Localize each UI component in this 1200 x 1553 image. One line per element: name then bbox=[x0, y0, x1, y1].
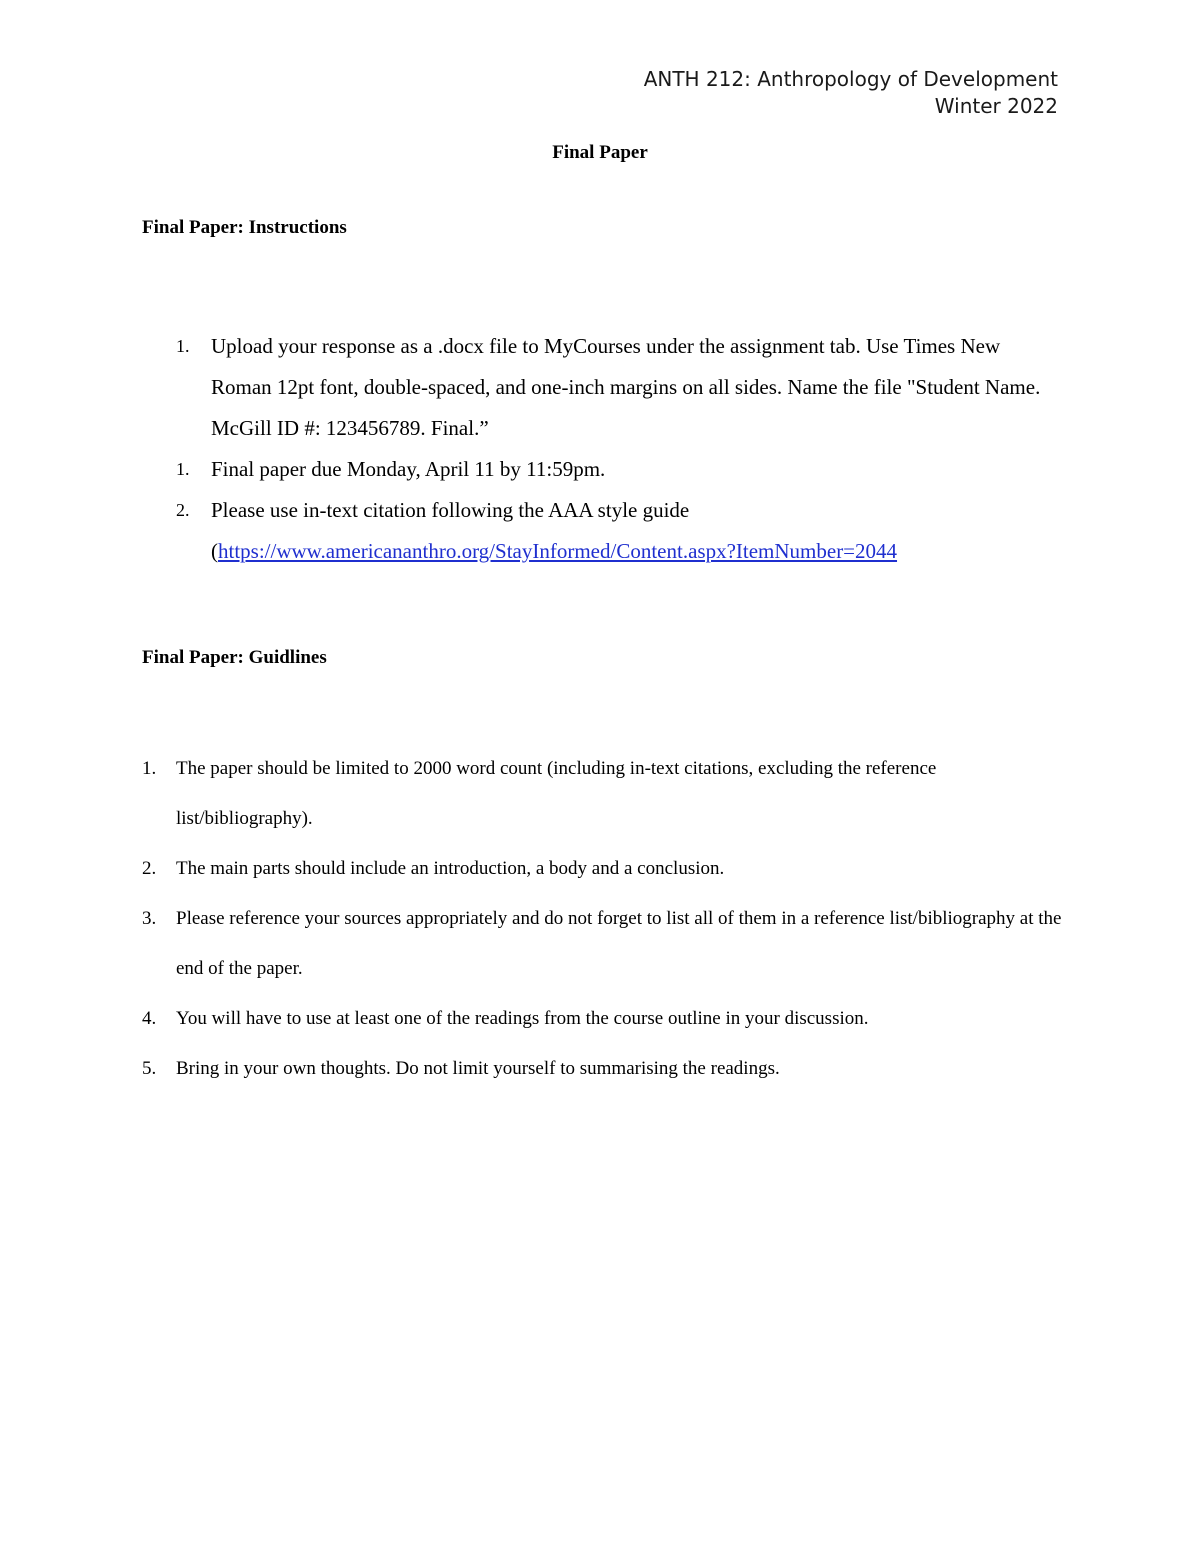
list-number: 2. bbox=[142, 858, 157, 879]
list-number: 1. bbox=[142, 758, 157, 779]
list-item-text: Upload your response as a .docx file to MyCourses under the assignment tab. Use Times New Roman 12pt font, double-spaced, and one-inch margins on all sides. Name the file "Student Name. McGill ID #: 123456789. Final.” bbox=[211, 334, 1041, 440]
list-item bbox=[142, 449, 1062, 490]
list-item-text: Final paper due Monday, April 11 by 11:59pm. bbox=[211, 457, 606, 481]
list-item-text: Bring in your own thoughts. Do not limit yourself to summarising the readings. bbox=[176, 1058, 780, 1079]
document-title: Final Paper bbox=[552, 142, 648, 163]
list-item bbox=[142, 490, 1062, 572]
guidelines-heading: Final Paper: Guidlines bbox=[142, 647, 327, 668]
list-item-text: Please use in-text citation following the AAA style guide bbox=[211, 498, 690, 522]
list-number: 1. bbox=[176, 336, 190, 356]
list-item-text: The paper should be limited to 2000 word count (including in-text citations, excluding the reference list/bibliography). bbox=[176, 758, 937, 829]
course-term: Winter 2022 bbox=[934, 94, 1058, 118]
list-number: 5. bbox=[142, 1058, 157, 1079]
list-item bbox=[142, 994, 1062, 1044]
list-number: 3. bbox=[142, 908, 157, 929]
list-number: 2. bbox=[176, 500, 190, 520]
list-item-text: You will have to use at least one of the readings from the course outline in your discussion. bbox=[176, 1008, 869, 1029]
course-header bbox=[644, 66, 1058, 120]
course-name: ANTH 212: Anthropology of Development bbox=[643, 67, 1058, 91]
list-item bbox=[142, 744, 1062, 844]
paren-open: ( bbox=[211, 539, 218, 563]
guidelines-list bbox=[142, 744, 1062, 1094]
list-item-text: Please reference your sources appropriately and do not forget to list all of them in a reference list/bibliography at the end of the paper. bbox=[176, 908, 1062, 979]
instructions-list bbox=[142, 326, 1062, 572]
aaa-style-guide-link[interactable]: https://www.americananthro.org/StayInformed/Content.aspx?ItemNumber=2044 bbox=[218, 539, 898, 563]
list-number: 4. bbox=[142, 1008, 157, 1029]
list-item-text: The main parts should include an introduction, a body and a conclusion. bbox=[176, 858, 725, 879]
instructions-heading: Final Paper: Instructions bbox=[142, 217, 347, 238]
list-item bbox=[142, 844, 1062, 894]
list-item bbox=[142, 894, 1062, 994]
list-number: 1. bbox=[176, 459, 190, 479]
list-item bbox=[142, 326, 1062, 449]
list-item bbox=[142, 1044, 1062, 1094]
